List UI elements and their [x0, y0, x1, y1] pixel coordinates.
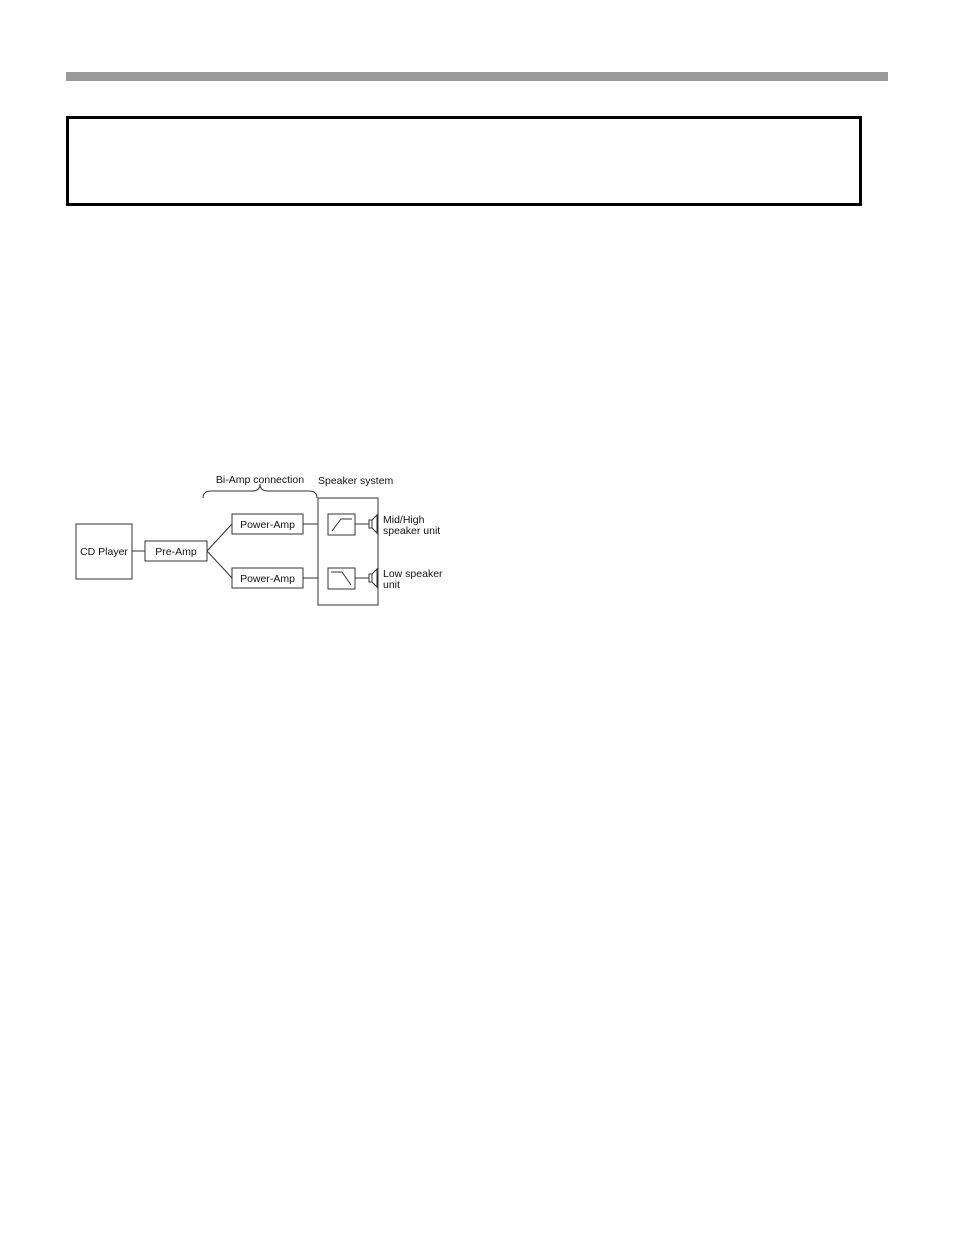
low-unit-label-line2: unit [383, 579, 400, 591]
bi-amp-label: Bi-Amp connection [215, 474, 305, 486]
bi-amp-bracket [203, 484, 317, 498]
high-pass-filter-box [328, 514, 355, 535]
speaker-system-label: Speaker system [318, 475, 394, 487]
power-amp-top-label: Power-Amp [240, 519, 295, 531]
low-pass-filter-box [328, 568, 355, 589]
mid-high-unit-label-line1: Mid/High [383, 514, 425, 526]
power-amp-bottom-label: Power-Amp [240, 573, 295, 585]
wire-preamp-poweramp-bottom [207, 551, 232, 578]
cd-player-label: CD Player [80, 546, 128, 558]
pre-amp-label: Pre-Amp [155, 546, 197, 558]
low-unit-label-line1: Low speaker [383, 568, 443, 580]
wire-preamp-poweramp-top [207, 524, 232, 551]
mid-high-unit-label-line2: speaker unit [383, 525, 441, 537]
